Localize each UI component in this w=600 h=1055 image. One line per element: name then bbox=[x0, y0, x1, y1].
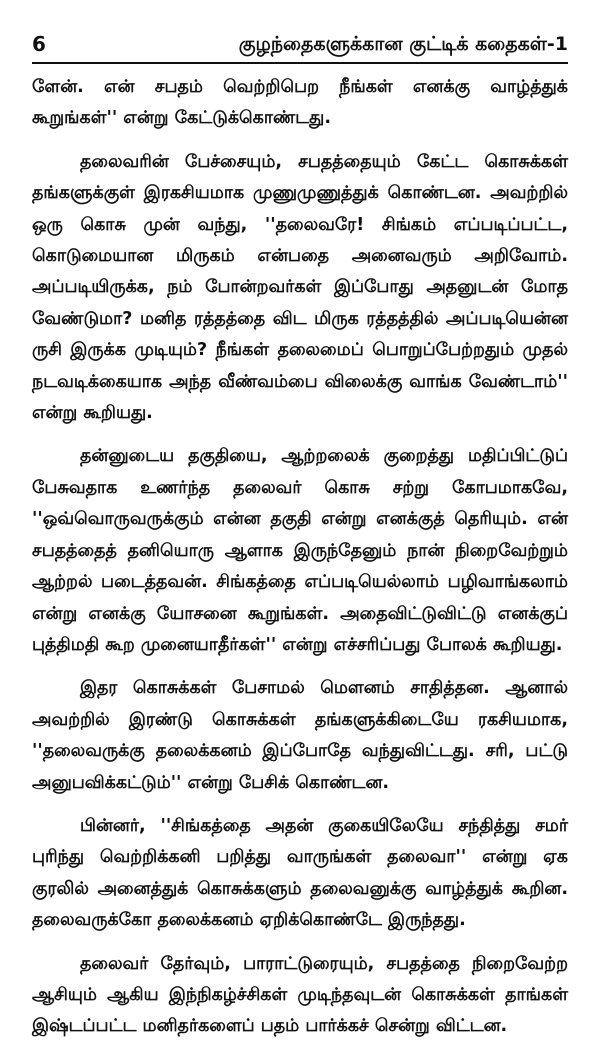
running-title: குழந்தைகளுக்கான குட்டிக் கதைகள்-1 bbox=[238, 33, 568, 55]
paragraph: பின்னர், ''சிங்கத்தை அதன் குகையிலேயே சந்தித்து சமர் புரிந்து வெற்றிக்கனி பறித்து வாருங்கள் தலைவா'' என்று ஏக குரலில் அனைத்துக் கொசுக்களும் தலைவனுக்கு வாழ்த்துக் கூறின. தலைவருக்கோ தலைக்கனம் ஏறிக்கொண்டே இருந்தது. bbox=[32, 815, 568, 931]
page-number: 6 bbox=[32, 32, 46, 56]
paragraph: தலைவர் தேர்வும், பாராட்டுரையும், சபதத்தை நிறைவேற்ற ஆசியும் ஆகிய இந்நிகழ்ச்சிகள் முடிந்தவுடன் கொசுக்கள் தாங்கள் இஷ்டப்பட்ட மனிதர்களைப் பதம் பார்க்கச் சென்று விட்டன. bbox=[32, 953, 568, 1037]
paragraph: தன்னுடைய தகுதியை, ஆற்றலைக் குறைத்து மதிப்பிட்டுப் பேசுவதாக உணர்ந்த தலைவர் கொசு சற்று கோபமாகவே, ''ஒவ்வொருவருக்கும் என்ன தகுதி என்று எனக்குத் தெரியும். என் சபதத்தைத் தனியொரு ஆளாக இருந்தேனும் நான் நிறைவேற்றும் ஆற்றல் படைத்தவன். சிங்கத்தை எப்படியெல்லாம் பழிவாங்கலாம் என்று எனக்கு யோசனை கூறுங்கள். அதைவிட்டுவிட்டு எனக்குப் புத்திமதி கூற முனையாதீர்கள்'' என்று எச்சரிப்பது போலக் கூறியது. bbox=[32, 446, 568, 655]
paragraph-continued: ளேன். என் சபதம் வெற்றிபெற நீங்கள் எனக்கு வாழ்த்துக் கூறுங்கள்'' என்று கேட்டுக்கொண்டது. bbox=[32, 77, 568, 129]
paragraph: இதர கொசுக்கள் பேசாமல் மௌனம் சாதித்தன. ஆனால் அவற்றில் இரண்டு கொசுக்கள் தங்களுக்கிடையே ரகசியமாக, ''தலைவருக்கு தலைக்கனம் இப்போதே வந்துவிட்டது. சரி, பட்டு அனுபவிக்கட்டும்'' என்று பேசிக் கொண்டன. bbox=[32, 678, 568, 793]
paragraph: தலைவரின் பேச்சையும், சபதத்தையும் கேட்ட கொசுக்கள் தங்களுக்குள் இரகசியமாக முணுமுணுத்துக் கொண்டன. அவற்றில் ஒரு கொசு முன் வந்து, ''தலைவரே! சிங்கம் எப்படிப்பட்ட, கொடுமையான மிருகம் என்பதை அனைவரும் அறிவோம். அப்படியிருக்க, நம் போன்றவர்கள் இப்போது அதனுடன் மோத வேண்டுமா? மனித ரத்தத்தை விட மிருக ரத்தத்தில் அப்படியென்ன ருசி இருக்க முடியும்? நீங்கள் தலைமைப் பொறுப்பேற்றதும் முதல் நடவடிக்கையாக அந்த வீண்வம்பை விலைக்கு வாங்க வேண்டாம்'' என்று கூறியது. bbox=[32, 151, 568, 424]
story-body bbox=[32, 72, 568, 1055]
header-divider bbox=[32, 62, 568, 64]
page-header bbox=[32, 26, 568, 60]
